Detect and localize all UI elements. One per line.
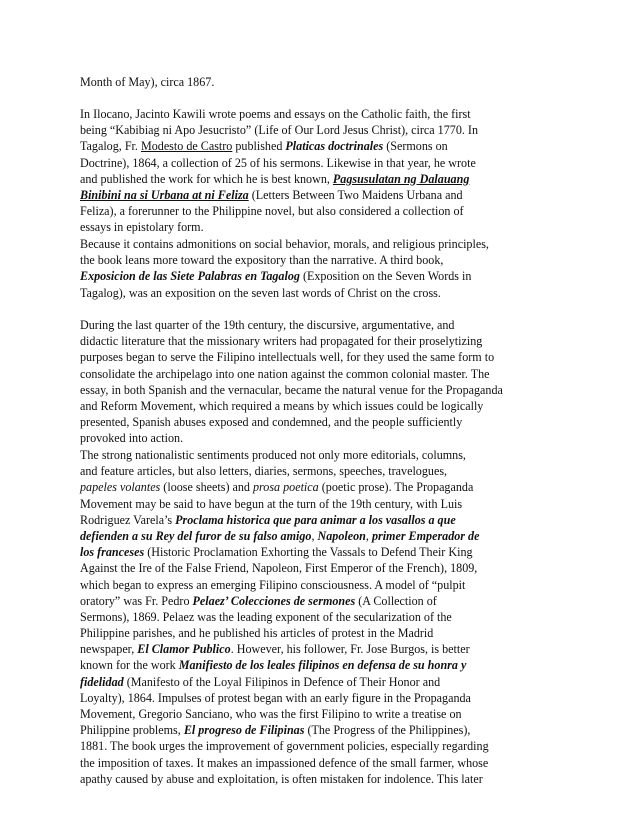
text-run: (Sermons on xyxy=(383,139,448,154)
text-run: and published the work for which he is best known, xyxy=(80,171,333,186)
text-line: The strong nationalistic sentiments produced not only more editorials, columns, xyxy=(80,448,466,462)
text-line: and feature articles, but also letters, diaries, sermons, speeches, travelogues, xyxy=(80,464,448,479)
text-line: presented, Spanish abuses exposed and condemned, and the people sufficiently xyxy=(80,415,463,430)
text-run: (A Collection of xyxy=(355,593,437,608)
text-line xyxy=(80,528,570,544)
text-line xyxy=(80,722,570,738)
italic-term: prosa poetica xyxy=(252,480,319,495)
book-title: Exposicion de las Siete Palabras en Tagalog xyxy=(80,269,300,284)
italic-term: papeles volantes xyxy=(80,480,161,495)
text-run: , xyxy=(311,528,318,543)
text-line: and Reform Movement, which required a means by which issues could be logically xyxy=(80,398,484,413)
text-line xyxy=(80,479,570,495)
text-line: purposes began to serve the Filipino intellectuals well, for they used the same form to xyxy=(80,350,495,365)
book-title: primer Emperador de xyxy=(371,528,480,543)
text-line xyxy=(80,544,570,560)
text-run: (Historic Proclamation Exhorting the Vassals to Defend Their King xyxy=(144,545,473,560)
text-run: published xyxy=(232,139,286,154)
book-title-underlined: Pagsusulatan ng Dalauang xyxy=(332,171,470,186)
text-line: essay, in both Spanish and the vernacular, became the natural venue for the Propaganda xyxy=(80,382,503,397)
text-line xyxy=(80,641,570,657)
text-run: (poetic prose). The Propaganda xyxy=(318,480,474,495)
text-line xyxy=(80,138,570,154)
book-title: El Clamor Publico xyxy=(137,642,231,657)
text-run: (The Progress of the Philippines), xyxy=(304,723,471,738)
text-line: essays in epistolary form. xyxy=(80,220,204,235)
book-title-underlined: Binibini na si Urbana at ni Feliza xyxy=(80,187,249,202)
text-line: consolidate the archipelago into one nation against the common colonial master. The xyxy=(80,366,490,381)
text-line: 1881. The book urges the improvement of government policies, especially regarding xyxy=(80,739,489,754)
book-title: Napoleon xyxy=(317,528,366,543)
author-link-modesto-de-castro: Modesto de Castro xyxy=(140,139,233,154)
text-line xyxy=(80,187,570,203)
text-run: newspaper, xyxy=(80,642,138,657)
book-title: Pelaez’ Colecciones de sermones xyxy=(192,593,356,608)
text-line: Doctrine), 1864, a collection of 25 of his sermons. Likewise in that year, he wrote xyxy=(80,155,476,170)
text-line: During the last quarter of the 19th century, the discursive, argumentative, and xyxy=(80,318,455,332)
text-run: (loose sheets) and xyxy=(160,480,253,495)
text-run: (Manifesto of the Loyal Filipinos in Defence of Their Honor and xyxy=(123,674,441,689)
book-title: Manifiesto de los leales filipinos en defensa de su honra y xyxy=(178,658,467,673)
book-title: fidelidad xyxy=(80,674,124,689)
text-line: provoked into action. xyxy=(80,431,184,446)
text-line: Tagalog), was an exposition on the seven last words of Christ on the cross. xyxy=(80,285,441,300)
text-line: which began to express an emerging Filipino consciousness. A model of “pulpit xyxy=(80,577,466,592)
book-title: El progreso de Filipinas xyxy=(183,723,305,738)
text-line: Because it contains admonitions on social behavior, morals, and religious principles, xyxy=(80,237,489,251)
book-title: defienden a su Rey del furor de su falso amigo xyxy=(80,528,312,543)
text-line: Sermons), 1869. Pelaez was the leading exponent of the secularization of the xyxy=(80,609,452,624)
paragraph-continuation xyxy=(80,74,570,90)
paragraph-expository xyxy=(80,236,570,301)
paragraph-19th-century xyxy=(80,317,570,447)
paragraph-propaganda-movement xyxy=(80,447,570,787)
text-run: known for the work xyxy=(80,658,179,673)
text-line xyxy=(80,593,570,609)
text-line xyxy=(80,268,570,284)
book-title: Platicas doctrinales xyxy=(285,139,384,154)
text-run: . However, his follower, Fr. Jose Burgos, is better xyxy=(230,642,470,657)
text-line xyxy=(80,171,570,187)
text-line: didactic literature that the missionary writers had propagated for their proselytizing xyxy=(80,334,483,349)
text-run: Tagalog, Fr. xyxy=(80,139,141,154)
book-title: los franceses xyxy=(80,545,145,560)
text-line: being “Kabibiag ni Apo Jesucristo” (Life of Our Lord Jesus Christ), circa 1770. In xyxy=(80,123,478,138)
text-line: Month of May), circa 1867. xyxy=(80,75,215,89)
text-line: Loyalty), 1864. Impulses of protest began with an early figure in the Propaganda xyxy=(80,690,471,705)
text-run: , xyxy=(365,528,372,543)
text-line xyxy=(80,674,570,690)
text-line: Against the Ire of the False Friend, Napoleon, First Emperor of the French), 1809, xyxy=(80,561,478,576)
text-line: the imposition of taxes. It makes an impassioned defence of the small farmer, whose xyxy=(80,755,489,770)
paragraph-ilocano-tagalog xyxy=(80,106,570,236)
text-run: oratory” was Fr. Pedro xyxy=(80,593,193,608)
text-run: (Exposition on the Seven Words in xyxy=(299,269,472,284)
text-line: Feliza), a forerunner to the Philippine novel, but also considered a collection of xyxy=(80,204,464,219)
text-line xyxy=(80,657,570,673)
text-run: (Letters Between Two Maidens Urbana and xyxy=(248,187,463,202)
text-run: Rodriguez Varela’s xyxy=(80,512,176,527)
book-title: Proclama historica que para animar a los vasallos a que xyxy=(175,512,456,527)
text-run: Philippine problems, xyxy=(80,723,184,738)
text-line xyxy=(80,512,570,528)
text-line: Movement may be said to have begun at the turn of the 19th century, with Luis xyxy=(80,496,463,511)
text-line: In Ilocano, Jacinto Kawili wrote poems and essays on the Catholic faith, the first xyxy=(80,107,471,121)
text-line: apathy caused by abuse and exploitation, is often mistaken for indolence. This later xyxy=(80,771,483,786)
text-line: the book leans more toward the expository than the narrative. A third book, xyxy=(80,253,444,268)
text-line: Movement, Gregorio Sanciano, who was the first Filipino to write a treatise on xyxy=(80,707,462,721)
text-line: Philippine parishes, and he published his articles of protest in the Madrid xyxy=(80,626,434,641)
